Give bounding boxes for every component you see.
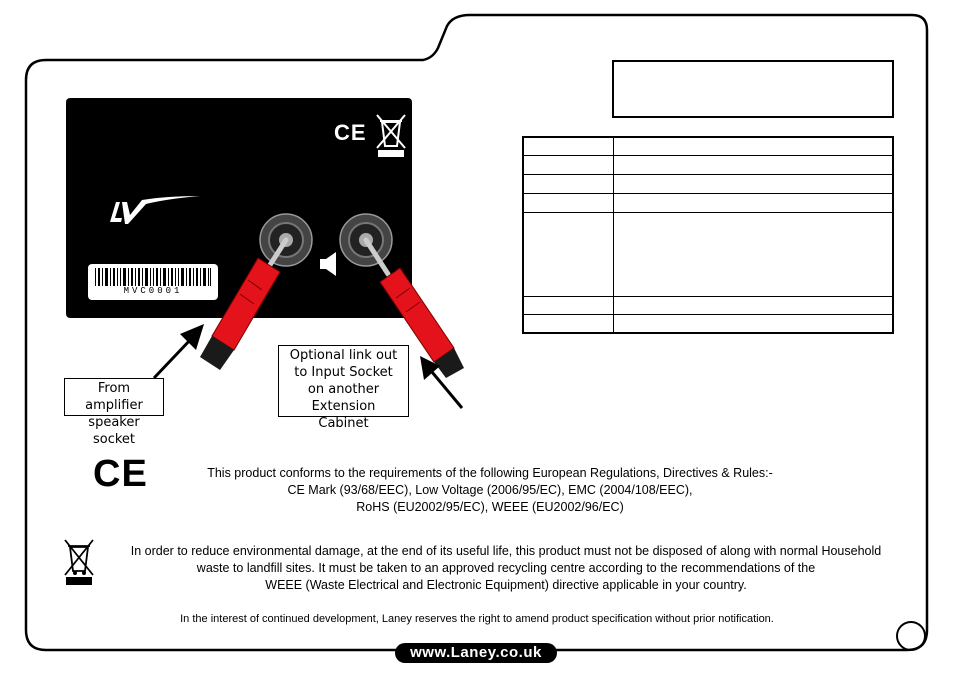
weee-text bbox=[112, 543, 900, 594]
spec-key bbox=[523, 155, 614, 174]
table-row bbox=[523, 155, 893, 174]
spec-key bbox=[523, 296, 614, 314]
weee-bin-icon bbox=[62, 537, 96, 587]
weee-line: In order to reduce environmental damage, at the end of its useful life, this product must not be disposed of along with normal Household bbox=[130, 544, 882, 558]
callout-line: Optional link out bbox=[289, 348, 398, 363]
arrow-to-input-icon bbox=[154, 324, 204, 378]
spec-value bbox=[614, 314, 894, 333]
spec-key bbox=[523, 212, 614, 296]
website-url-link[interactable]: www.Laney.co.uk bbox=[395, 643, 557, 663]
table-row bbox=[523, 212, 893, 296]
barcode-text: MVC0001 bbox=[123, 286, 183, 296]
spec-value bbox=[614, 174, 894, 193]
weee-line: WEEE (Waste Electrical and Electronic Equipment) directive applicable in your country. bbox=[265, 578, 747, 592]
weee-line: waste to landfill sites. It must be taken to an approved recycling centre according to the recommendations of the bbox=[196, 561, 816, 575]
regulations-line: RoHS (EU2002/95/EC), WEEE (EU2002/96/EC) bbox=[356, 500, 624, 514]
callout-line: From amplifier bbox=[85, 381, 143, 413]
model-title-box bbox=[612, 60, 894, 118]
table-row bbox=[523, 174, 893, 193]
callout-line: Extension Cabinet bbox=[311, 399, 376, 431]
spec-key bbox=[523, 137, 614, 155]
ce-mark-icon: CE bbox=[93, 453, 148, 495]
table-row bbox=[523, 296, 893, 314]
spec-key bbox=[523, 174, 614, 193]
spec-value bbox=[614, 212, 894, 296]
regulations-line: This product conforms to the requirements of the following European Regulations, Directives & Rules:- bbox=[207, 466, 773, 480]
spec-key bbox=[523, 314, 614, 333]
spec-key bbox=[523, 193, 614, 212]
panel-ce-mark: CE bbox=[334, 120, 367, 145]
footer-note: In the interest of continued development, Laney reserves the right to amend product specification without prior notification. bbox=[180, 613, 774, 625]
regulations-line: CE Mark (93/68/EEC), Low Voltage (2006/95/EC), EMC (2004/108/EEC), bbox=[287, 483, 693, 497]
from-amplifier-callout bbox=[64, 378, 164, 447]
callout-line: to Input Socket bbox=[294, 365, 393, 380]
spec-value bbox=[614, 137, 894, 155]
table-row bbox=[523, 193, 893, 212]
left-jack-plug bbox=[200, 240, 286, 370]
table-row bbox=[523, 137, 893, 155]
table-row bbox=[523, 314, 893, 333]
link-out-callout bbox=[278, 345, 409, 431]
page-number-circle bbox=[896, 621, 926, 651]
spec-value bbox=[614, 296, 894, 314]
callout-line: on another bbox=[307, 382, 380, 397]
spec-table bbox=[522, 136, 894, 334]
regulations-text bbox=[150, 465, 830, 516]
callout-line: speaker socket bbox=[88, 415, 140, 447]
spec-value bbox=[614, 155, 894, 174]
spec-value bbox=[614, 193, 894, 212]
